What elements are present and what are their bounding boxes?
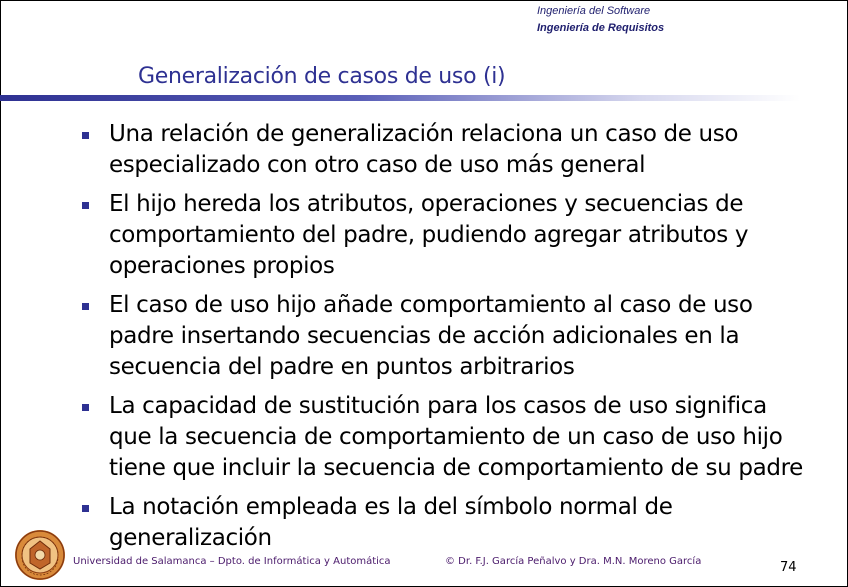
bullet-line: comportamiento del padre, pudiendo agregar atributos y (109, 222, 749, 248)
bullet-item (76, 290, 846, 383)
square-bullet-icon (82, 505, 89, 512)
bullet-list (76, 119, 846, 562)
bullet-line: generalización (109, 525, 272, 551)
bullet-line: especializado con otro caso de uso más general (109, 152, 646, 178)
footer-authors: © Dr. F.J. García Peñalvo y Dra. M.N. Moreno García (445, 556, 702, 567)
bullet-item (76, 492, 846, 554)
bullet-item (76, 119, 846, 181)
title-underline-bar (0, 95, 800, 101)
course-name: Ingeniería del Software (537, 5, 651, 17)
bullet-line: tiene que incluir la secuencia de comportamiento de su padre (109, 455, 803, 481)
university-seal-icon (14, 529, 66, 581)
bullet-line: El hijo hereda los atributos, operaciones y secuencias de (109, 191, 744, 217)
bullet-line: El caso de uso hijo añade comportamiento al caso de uso (109, 292, 753, 318)
square-bullet-icon (82, 303, 89, 310)
square-bullet-icon (82, 404, 89, 411)
course-header (537, 3, 664, 37)
subject-name: Ingeniería de Requisitos (537, 22, 665, 34)
square-bullet-icon (82, 132, 89, 139)
square-bullet-icon (82, 202, 89, 209)
footer-institution: Universidad de Salamanca – Dpto. de Informática y Automática (73, 556, 391, 567)
slide-title: Generalización de casos de uso (i) (138, 64, 506, 89)
bullet-line: La notación empleada es la del símbolo normal de (109, 494, 673, 520)
bullet-line: Una relación de generalización relaciona un caso de uso (109, 121, 739, 147)
bullet-line: operaciones propios (109, 253, 335, 279)
bullet-line: que la secuencia de comportamiento de un caso de uso hijo (109, 424, 783, 450)
bullet-line: secuencia del padre en puntos arbitrarios (109, 354, 575, 380)
bullet-item (76, 391, 846, 484)
bullet-item (76, 189, 846, 282)
bullet-line: padre insertando secuencias de acción adicionales en la (109, 323, 740, 349)
bullet-line: La capacidad de sustitución para los casos de uso significa (109, 393, 767, 419)
page-number: 74 (780, 560, 797, 575)
